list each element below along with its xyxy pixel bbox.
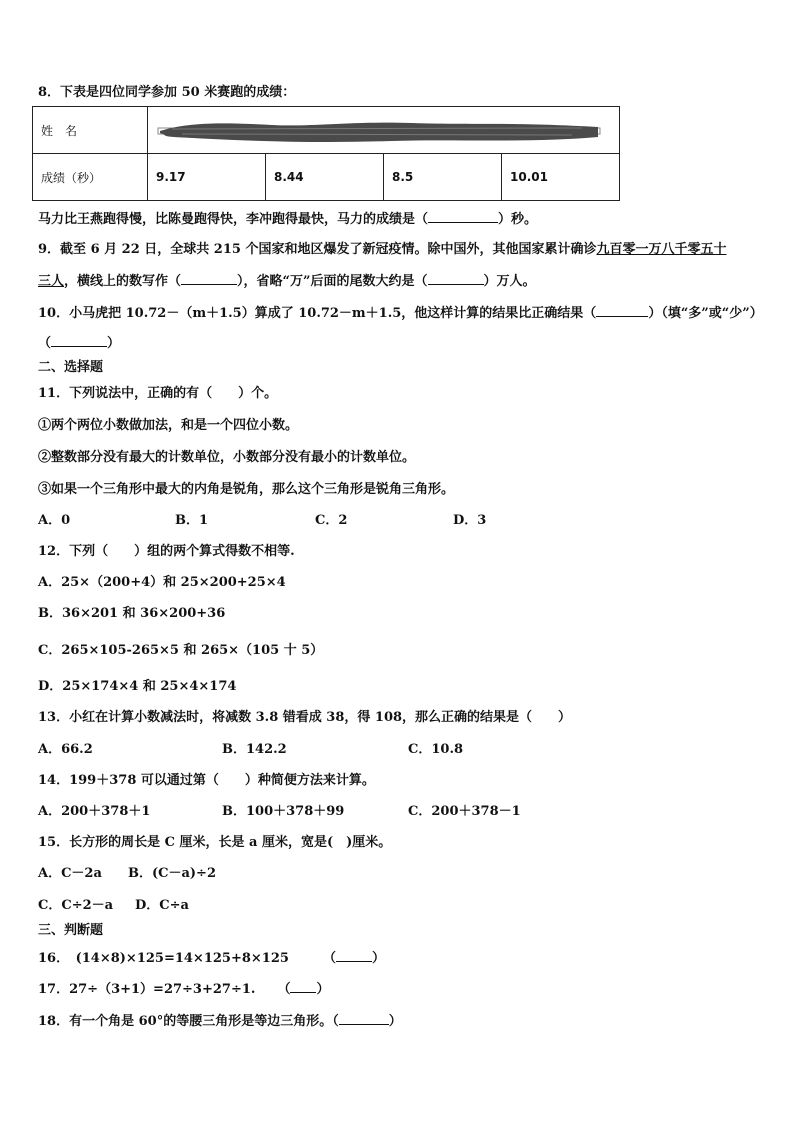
q11-statement-2: ②整数部分没有最大的计数单位，小数部分没有最小的计数单位。 [38, 450, 416, 465]
q8-text-end: ）秒。 [498, 212, 538, 227]
q10-text: （ [38, 336, 52, 351]
q14-stem: 14．199＋378 可以通过第（ ）种简便方法来计算。 [38, 773, 375, 788]
redaction-scribble [152, 117, 608, 145]
score-table [32, 106, 620, 201]
q12-stem: 12．下列（ ）组的两个算式得数不相等. [38, 544, 295, 559]
q11-statement-1: ①两个两位小数做加法，和是一个四位小数。 [38, 418, 299, 433]
q10-text: ） [107, 336, 121, 351]
option-b[interactable]: B．(C－a)÷2 [128, 866, 216, 881]
q17-paren: （ [277, 982, 291, 997]
table-row [33, 107, 620, 154]
score-cell: 8.5 [384, 154, 502, 201]
option-a[interactable]: A．25×（200+4）和 25×200+25×4 [38, 575, 286, 590]
q17-paren: ） [316, 982, 330, 997]
option-c[interactable]: C．C÷2－a [38, 898, 114, 913]
q9-text: ），省略“万”后面的尾数大约是（ [237, 274, 428, 289]
score-cell: 9.17 [148, 154, 266, 201]
option-a[interactable]: A．66.2 [38, 742, 93, 757]
q18-text: 18．有一个角是 60°的等腰三角形是等边三角形。（ [38, 1014, 339, 1029]
q17-text: 17．27÷（3+1）=27÷3+27÷1. [38, 982, 256, 997]
answer-blank[interactable] [290, 979, 316, 993]
q11-statement-3: ③如果一个三角形中最大的内角是锐角，那么这个三角形是锐角三角形。 [38, 482, 455, 497]
q9-underlined-number: 九百零一万八千零五十 [596, 242, 727, 257]
q16-line [38, 948, 385, 968]
answer-blank[interactable] [596, 303, 648, 317]
answer-blank[interactable] [181, 271, 237, 285]
q16-text: 16． (14×8)×125=14×125+8×125 [38, 951, 289, 966]
table-header-score: 成绩（秒） [33, 154, 148, 201]
option-b[interactable]: B．1 [175, 513, 209, 528]
q18-line [38, 1011, 402, 1031]
q9-text: ，横线上的数写作（ [64, 274, 182, 289]
q10-text: ）（填“多”或“少”） [648, 306, 763, 321]
q10-line1 [38, 303, 763, 323]
q15-stem: 15．长方形的周长是 C 厘米，长是 a 厘米，宽是( )厘米。 [38, 835, 392, 850]
q13-stem: 13．小红在计算小数减法时，将减数 3.8 错看成 38，得 108，那么正确的结果是（ ） [38, 710, 572, 725]
option-c[interactable]: C．200＋378－1 [408, 804, 521, 819]
q9-underlined-number-end: 三人 [38, 274, 65, 289]
table-row [33, 154, 620, 201]
q8-answer-line [38, 209, 537, 229]
q9-text: ）万人。 [483, 274, 536, 289]
option-b[interactable]: B．36×201 和 36×200+36 [38, 606, 226, 621]
answer-blank[interactable] [336, 948, 372, 962]
option-c[interactable]: C．2 [315, 513, 348, 528]
section-heading: 二、选择题 [38, 360, 104, 375]
table-header-name: 姓 名 [33, 107, 148, 154]
section-heading: 三、判断题 [38, 923, 104, 938]
option-a[interactable]: A．C－2a [38, 866, 102, 881]
answer-blank[interactable] [428, 271, 484, 285]
option-b[interactable]: B．100＋378＋99 [222, 804, 345, 819]
option-d[interactable]: D．3 [453, 513, 487, 528]
answer-blank[interactable] [51, 333, 107, 347]
answer-blank[interactable] [428, 209, 498, 223]
q9-text: 9．截至 6 月 22 日，全球共 215 个国家和地区爆发了新冠疫情。除中国外，其他国家累计确诊 [38, 242, 597, 257]
answer-blank[interactable] [339, 1011, 389, 1025]
option-d[interactable]: D．C÷a [135, 898, 189, 913]
q11-stem: 11．下列说法中，正确的有（ ）个。 [38, 386, 278, 401]
option-c[interactable]: C．265×105-265×5 和 265×（105 十 5） [38, 643, 324, 658]
q10-line2 [38, 333, 120, 353]
score-cell: 8.44 [266, 154, 384, 201]
score-cell: 10.01 [502, 154, 620, 201]
redacted-names-cell [148, 107, 620, 154]
q17-line [38, 979, 329, 999]
q8-intro: 8．下表是四位同学参加 50 米赛跑的成绩： [38, 85, 296, 100]
q9-line2 [38, 271, 536, 291]
q16-paren: ） [371, 951, 385, 966]
q18-paren: ） [388, 1014, 402, 1029]
option-c[interactable]: C．10.8 [408, 742, 464, 757]
q9-line1 [38, 241, 727, 259]
q16-paren: （ [322, 951, 336, 966]
q10-text: 10．小马虎把 10.72－（m＋1.5）算成了 10.72－m＋1.5，他这样计算的结果比正确结果（ [38, 306, 597, 321]
option-d[interactable]: D．25×174×4 和 25×4×174 [38, 679, 237, 694]
option-b[interactable]: B．142.2 [222, 742, 287, 757]
option-a[interactable]: A．200＋378＋1 [38, 804, 151, 819]
q8-text: 马力比王燕跑得慢，比陈曼跑得快，李冲跑得最快，马力的成绩是（ [38, 212, 429, 227]
option-a[interactable]: A．0 [38, 513, 71, 528]
